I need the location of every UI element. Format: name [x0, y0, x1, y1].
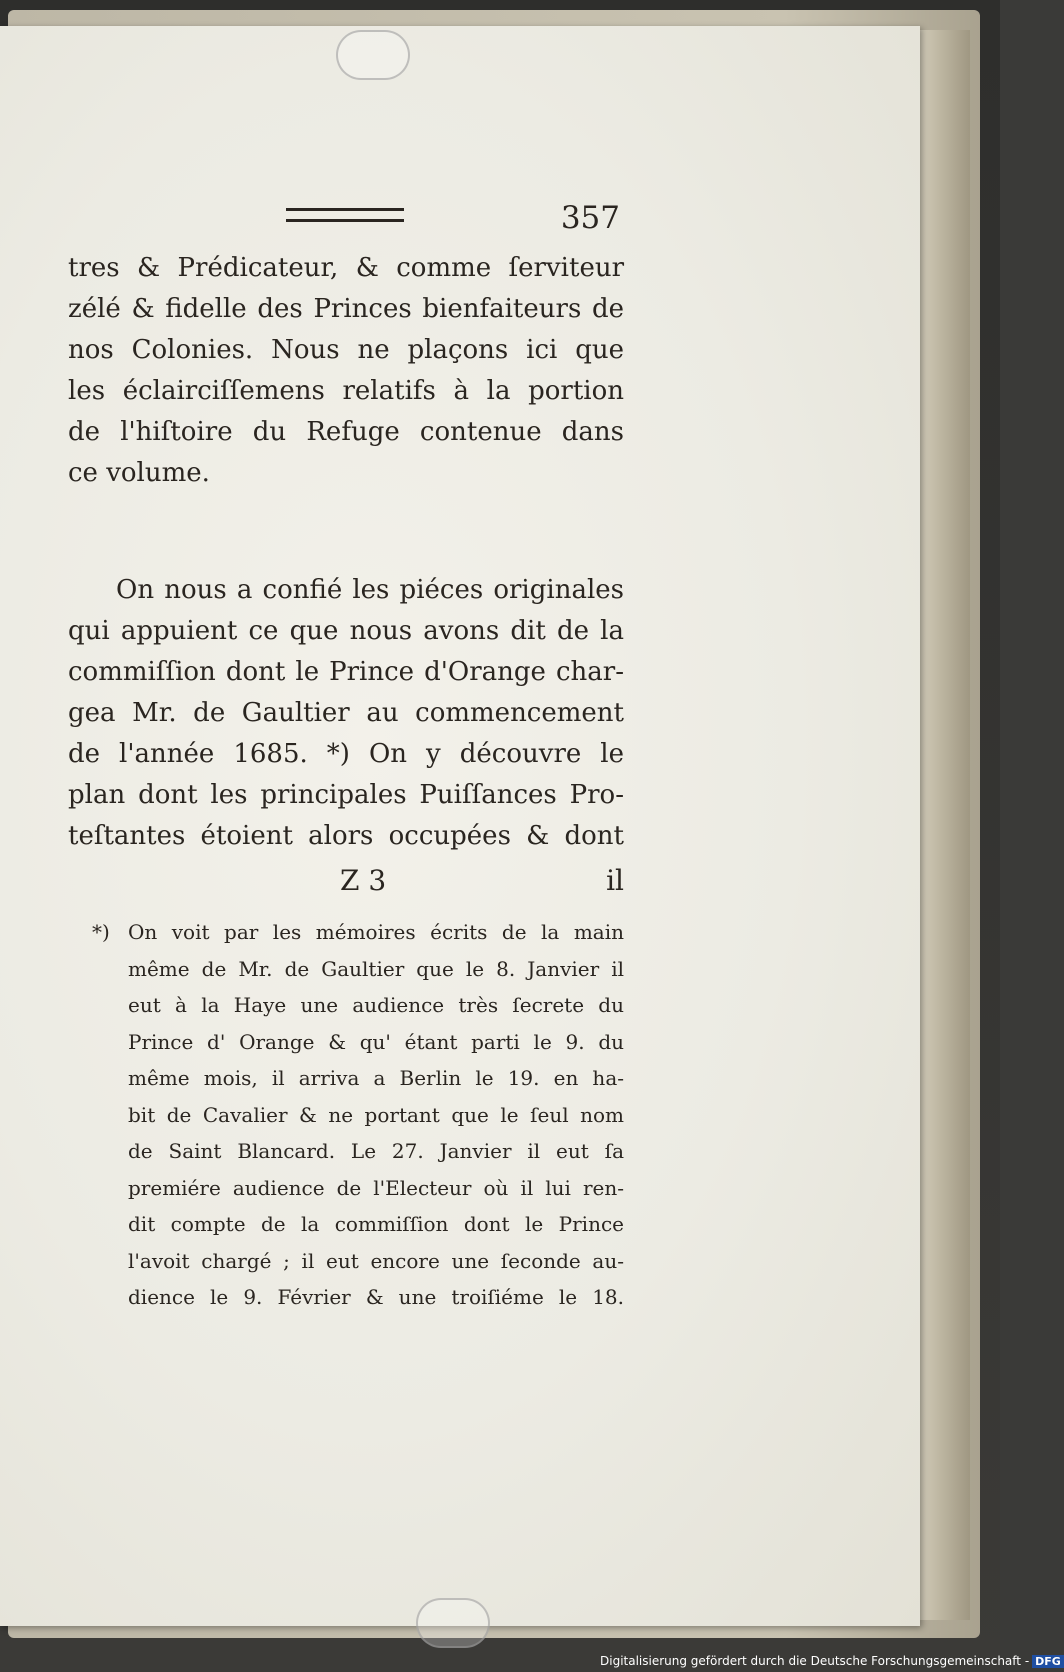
text-line: de l'hiſtoire du Refuge contenue dans	[68, 417, 624, 447]
page-clip-top	[336, 30, 410, 80]
footnote-line: de Saint Blancard. Le 27. Janvier il eut ſa	[128, 1139, 624, 1163]
text-line: On nous a confié les piéces originales	[116, 575, 624, 605]
page-edge	[918, 30, 970, 1620]
text-line: qui appuient ce que nous avons dit de la	[68, 616, 624, 646]
footnote-line: dit compte de la commiſſion dont le Prince	[128, 1212, 624, 1236]
digitization-credit	[600, 1654, 1061, 1670]
signature-mark: Z 3	[340, 864, 387, 897]
footnote-line: même mois, il arriva a Berlin le 19. en ha-	[128, 1066, 624, 1090]
dfg-logo: DFG	[1032, 1655, 1064, 1668]
text-line: de l'année 1685. *) On y découvre le	[68, 739, 624, 769]
catchword: il	[606, 864, 624, 897]
page-clip-bottom	[416, 1598, 490, 1648]
footnote-line: eut à la Haye une audience très ſecrete du	[128, 993, 624, 1017]
text-line: nos Colonies. Nous ne plaçons ici que	[68, 335, 624, 365]
footnote-text: On voit par les mémoires écrits de la main	[128, 920, 624, 944]
text-line: zélé & fidelle des Princes bienfaiteurs de	[68, 294, 624, 324]
text-line: tres & Prédicateur, & comme ſerviteur	[68, 253, 624, 283]
signature-line	[68, 864, 624, 904]
text-line: gea Mr. de Gaultier au commencement	[68, 698, 624, 728]
footnote-line: dience le 9. Février & une troiſiéme le 18.	[128, 1285, 624, 1309]
paragraph-2	[68, 570, 624, 857]
credit-text: Digitalisierung gefördert durch die Deutsche Forschungsgemeinschaft -	[600, 1654, 1030, 1668]
footnote-line: l'avoit chargé ; il eut encore une ſeconde au-	[128, 1248, 624, 1273]
text-line: teſtantes étoient alors occupées & dont	[68, 821, 624, 851]
footnote-line: Prince d' Orange & qu' étant parti le 9. du	[128, 1029, 624, 1054]
footnote-line: même de Mr. de Gaultier que le 8. Janvier il	[128, 956, 624, 981]
header-ornament-rule	[286, 208, 404, 222]
text-line: commiſſion dont le Prince d'Orange char-	[68, 657, 624, 687]
footnote-line	[92, 914, 624, 951]
footnote-marker: *)	[92, 920, 110, 944]
page-number: 357	[560, 200, 620, 236]
footnote	[92, 914, 624, 1316]
paragraph-1	[68, 248, 624, 494]
text-line: plan dont les principales Puiſſances Pro-	[68, 780, 624, 810]
footnote-line: premiére audience de l'Electeur où il lui ren-	[128, 1175, 624, 1200]
text-line: ce volume.	[68, 458, 210, 488]
text-line: les éclairciſſemens relatifs à la portion	[68, 376, 624, 406]
footnote-line: bit de Cavalier & ne portant que le ſeul nom	[128, 1102, 624, 1127]
